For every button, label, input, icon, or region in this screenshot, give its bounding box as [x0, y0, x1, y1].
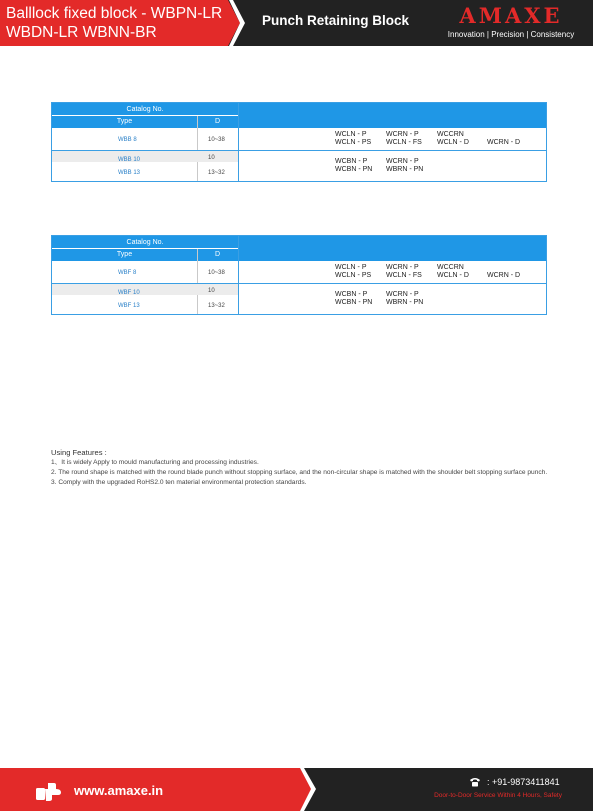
catalog-table-wbb	[51, 102, 547, 182]
row-divider	[52, 283, 546, 284]
feature-item: 1、It is widely Apply to mould manufacturing and processing industries.	[51, 459, 259, 466]
d-column-header: D	[214, 251, 221, 258]
table-row-type: WBF 13	[118, 303, 140, 309]
website-link[interactable]: www.amaxe.in	[74, 783, 164, 798]
table-row-type: WBF 8	[118, 270, 137, 276]
compatible-codes-group2: WCBN - P WCRN - P WCBN - PN WBRN - PN	[335, 291, 424, 306]
feature-item: 2. The round shape is matched with the round blade punch without stopping surface, and the non-circular shape is matched with the shoulder belt stopping surface punch.	[51, 469, 548, 476]
product-title-line1: Balllock fixed block - WBPN-LR	[6, 5, 223, 22]
section-title: Punch Retaining Block	[262, 13, 410, 28]
feature-item: 3. Comply with the upgraded RoHS2.0 ten material environmental protection standards.	[51, 479, 307, 486]
brand-name: AMAXE	[459, 3, 563, 28]
table-row-type: WBB 13	[118, 170, 141, 176]
table-row-d: 10	[208, 288, 215, 294]
table-row-type: WBB 8	[118, 137, 137, 143]
telephone-icon	[469, 777, 481, 787]
product-title	[6, 4, 232, 42]
phone-number[interactable]: : +91-9873411841	[487, 777, 560, 787]
brand-tagline: Innovation | Precision | Consistency	[447, 30, 575, 39]
type-column-header: Type	[116, 118, 133, 125]
page-footer	[0, 768, 593, 811]
service-slogan: Door-to-Door Service Within 4 Hours, Safety	[434, 792, 562, 799]
table-row-d: 10	[208, 155, 215, 161]
type-column-header: Type	[116, 251, 133, 258]
compatible-codes-group1: WCLN - P WCRN - P WCCRN WCLN - PS WCLN - FS WCLN - D WCRN - D	[335, 131, 521, 146]
product-title-line2: WBDN-LR WBNN-BR	[6, 24, 157, 41]
catalog-table-wbf	[51, 235, 547, 315]
compatible-codes-group1: WCLN - P WCRN - P WCCRN WCLN - PS WCLN - FS WCLN - D WCRN - D	[335, 264, 521, 279]
table-row-type: WBF 10	[118, 290, 140, 296]
table-row-type: WBB 10	[118, 157, 141, 163]
table-row-d: 10~38	[208, 270, 225, 276]
compatible-codes-group2: WCBN - P WCRN - P WCBN - PN WBRN - PN	[335, 158, 424, 173]
using-features	[51, 447, 551, 488]
page-header	[0, 0, 593, 46]
catalog-no-header: Catalog No.	[126, 106, 164, 113]
hand-pointer-icon	[34, 779, 64, 803]
brand-logo	[441, 4, 581, 40]
row-divider	[52, 150, 546, 151]
table-row-d: 13~32	[208, 170, 225, 176]
d-column-header: D	[214, 118, 221, 125]
catalog-no-header: Catalog No.	[126, 239, 164, 246]
features-title: Using Features :	[51, 448, 107, 457]
table-row-d: 10~38	[208, 137, 225, 143]
table-row-d: 13~32	[208, 303, 225, 309]
